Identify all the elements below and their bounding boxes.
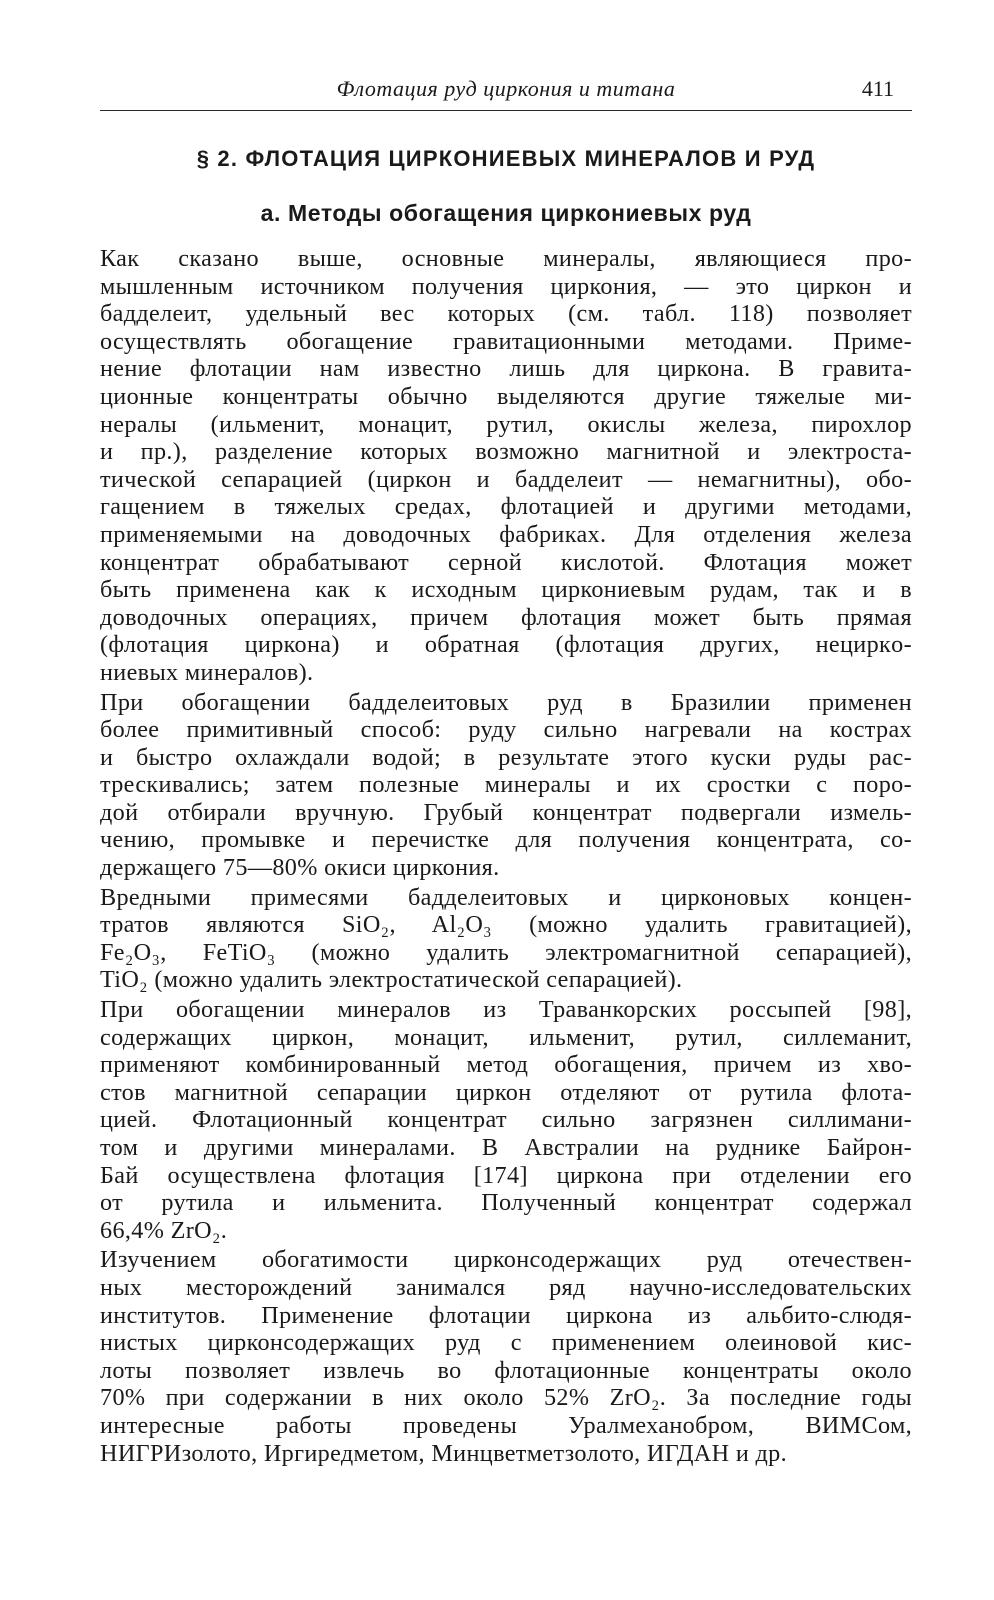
subsection-title: а. Методы обогащения циркониевых руд — [260, 200, 752, 226]
paragraph-1 — [100, 245, 912, 687]
text-line: тратов являются SiO₂, Al₂O₃ (можно удалить гравитацией), — [100, 911, 912, 939]
text-line: том и другими минералами. В Австралии на руднике Байрон- — [100, 1134, 912, 1161]
text-line: Вредными примесями бадделеитовых и цирконовых концен- — [100, 883, 912, 911]
text-line: (флотация циркона) и обратная (флотация других, нециркo- — [100, 631, 912, 659]
text-line: мышленным источником получения циркония, — это циркон и — [100, 272, 912, 300]
text-line: чению, промывке и перечистке для получения концентрата, со- — [100, 826, 912, 854]
text-line: гащением в тяжелых средах, флотацией и другими методами, — [100, 493, 912, 521]
text-line: интересные работы проведены Уралмеханобром, ВИМСом, — [100, 1411, 912, 1439]
text-line: лоты позволяет извлечь во флотационные концентраты около — [100, 1356, 912, 1384]
text-line: содержащих циркон, монацит, ильменит, рутил, силлеманит, — [100, 1023, 912, 1051]
running-header — [100, 76, 912, 111]
text-line: применяют комбинированный метод обогащения, причем из хво- — [100, 1051, 912, 1079]
text-line: При обогащении минералов из Траванкорских россыпей [98], — [100, 996, 912, 1024]
text-line: от рутила и ильменита. Полученный концентрат содержал — [100, 1189, 912, 1217]
text-line: институтов. Применение флотации циркона из альбито-слюдя- — [100, 1301, 912, 1329]
paragraph-4 — [100, 996, 912, 1244]
text-line: Изучением обогатимости цирконсодержащих руд отечествен- — [100, 1246, 912, 1274]
running-title: Флотация руд циркония и титана — [336, 76, 676, 101]
body-text — [100, 245, 912, 1469]
text-line: Как сказано выше, основные минералы, являющиеся про- — [100, 245, 912, 272]
text-line: нение флотации нам известно лишь для циркона. В гравита- — [100, 355, 912, 383]
text-line: и пр.), разделение которых возможно магнитной и электроста- — [100, 438, 912, 466]
text-line: Fe₂O₃, FeTiO₃ (можно удалить электромагнитной сепарацией), — [100, 938, 912, 966]
text-line: дой отбирали вручную. Грубый концентрат подвергали измель- — [100, 798, 912, 826]
text-line: ниевых минералов). — [100, 658, 314, 686]
text-line: применяемыми на доводочных фабриках. Для отделения железа — [100, 520, 912, 548]
text-line: ных месторождений занимался ряд научно-исследовательских — [100, 1273, 912, 1301]
text-line: держащего 75—80% окиси циркония. — [100, 854, 500, 882]
text-line: трескивались; затем полезные минералы и их сростки с поро- — [100, 771, 912, 799]
text-line: ционные концентраты обычно выделяются другие тяжелые ми- — [100, 382, 912, 410]
paragraph-3 — [100, 884, 912, 994]
text-line: нералы (ильменит, монацит, рутил, окислы железа, пирохлор — [100, 410, 912, 438]
text-line: тической сепарацией (циркон и бадделеит — немагнитны), обо- — [100, 465, 912, 493]
paragraph-5 — [100, 1246, 912, 1467]
text-line: 66,4% ZrO₂. — [100, 1216, 228, 1244]
text-line: доводочных операциях, причем флотация может быть прямая — [100, 603, 912, 631]
text-line: Бай осуществлена флотация [174] циркона при отделении его — [100, 1161, 912, 1189]
text-line: и быстро охлаждали водой; в результате этого куски руды рас- — [100, 743, 912, 771]
text-line: TiO₂ (можно удалить электростатической сепарацией). — [100, 966, 683, 994]
text-line: более примитивный способ: руду сильно нагревали на кострах — [100, 716, 912, 744]
section-title: § 2. ФЛОТАЦИЯ ЦИРКОНИЕВЫХ МИНЕРАЛОВ И РУД — [196, 146, 816, 171]
text-line: При обогащении бадделеитовых руд в Бразилии применен — [100, 688, 912, 716]
text-line: концентрат обрабатывают серной кислотой. Флотация может — [100, 548, 912, 576]
text-line: стов магнитной сепарации циркон отделяют от рутила флота- — [100, 1078, 912, 1106]
page-number: 411 — [861, 76, 894, 101]
text-line: осуществлять обогащение гравитационными методами. Приме- — [100, 327, 912, 355]
text-line: НИГРИзолото, Иргиредметом, Минцветметзолото, ИГДАН и др. — [100, 1439, 788, 1467]
text-line: 70% при содержании в них около 52% ZrO₂. За последние годы — [100, 1384, 912, 1412]
text-line: цией. Флотационный концентрат сильно загрязнен силлимани- — [100, 1106, 912, 1134]
text-line: бадделеит, удельный вес которых (см. табл. 118) позволяет — [100, 300, 912, 328]
text-line: быть применена как к исходным циркониевым рудам, так и в — [100, 576, 912, 604]
paragraph-2 — [100, 689, 912, 882]
text-line: нистых цирконсодержащих руд с применением олеиновой кис- — [100, 1329, 912, 1357]
